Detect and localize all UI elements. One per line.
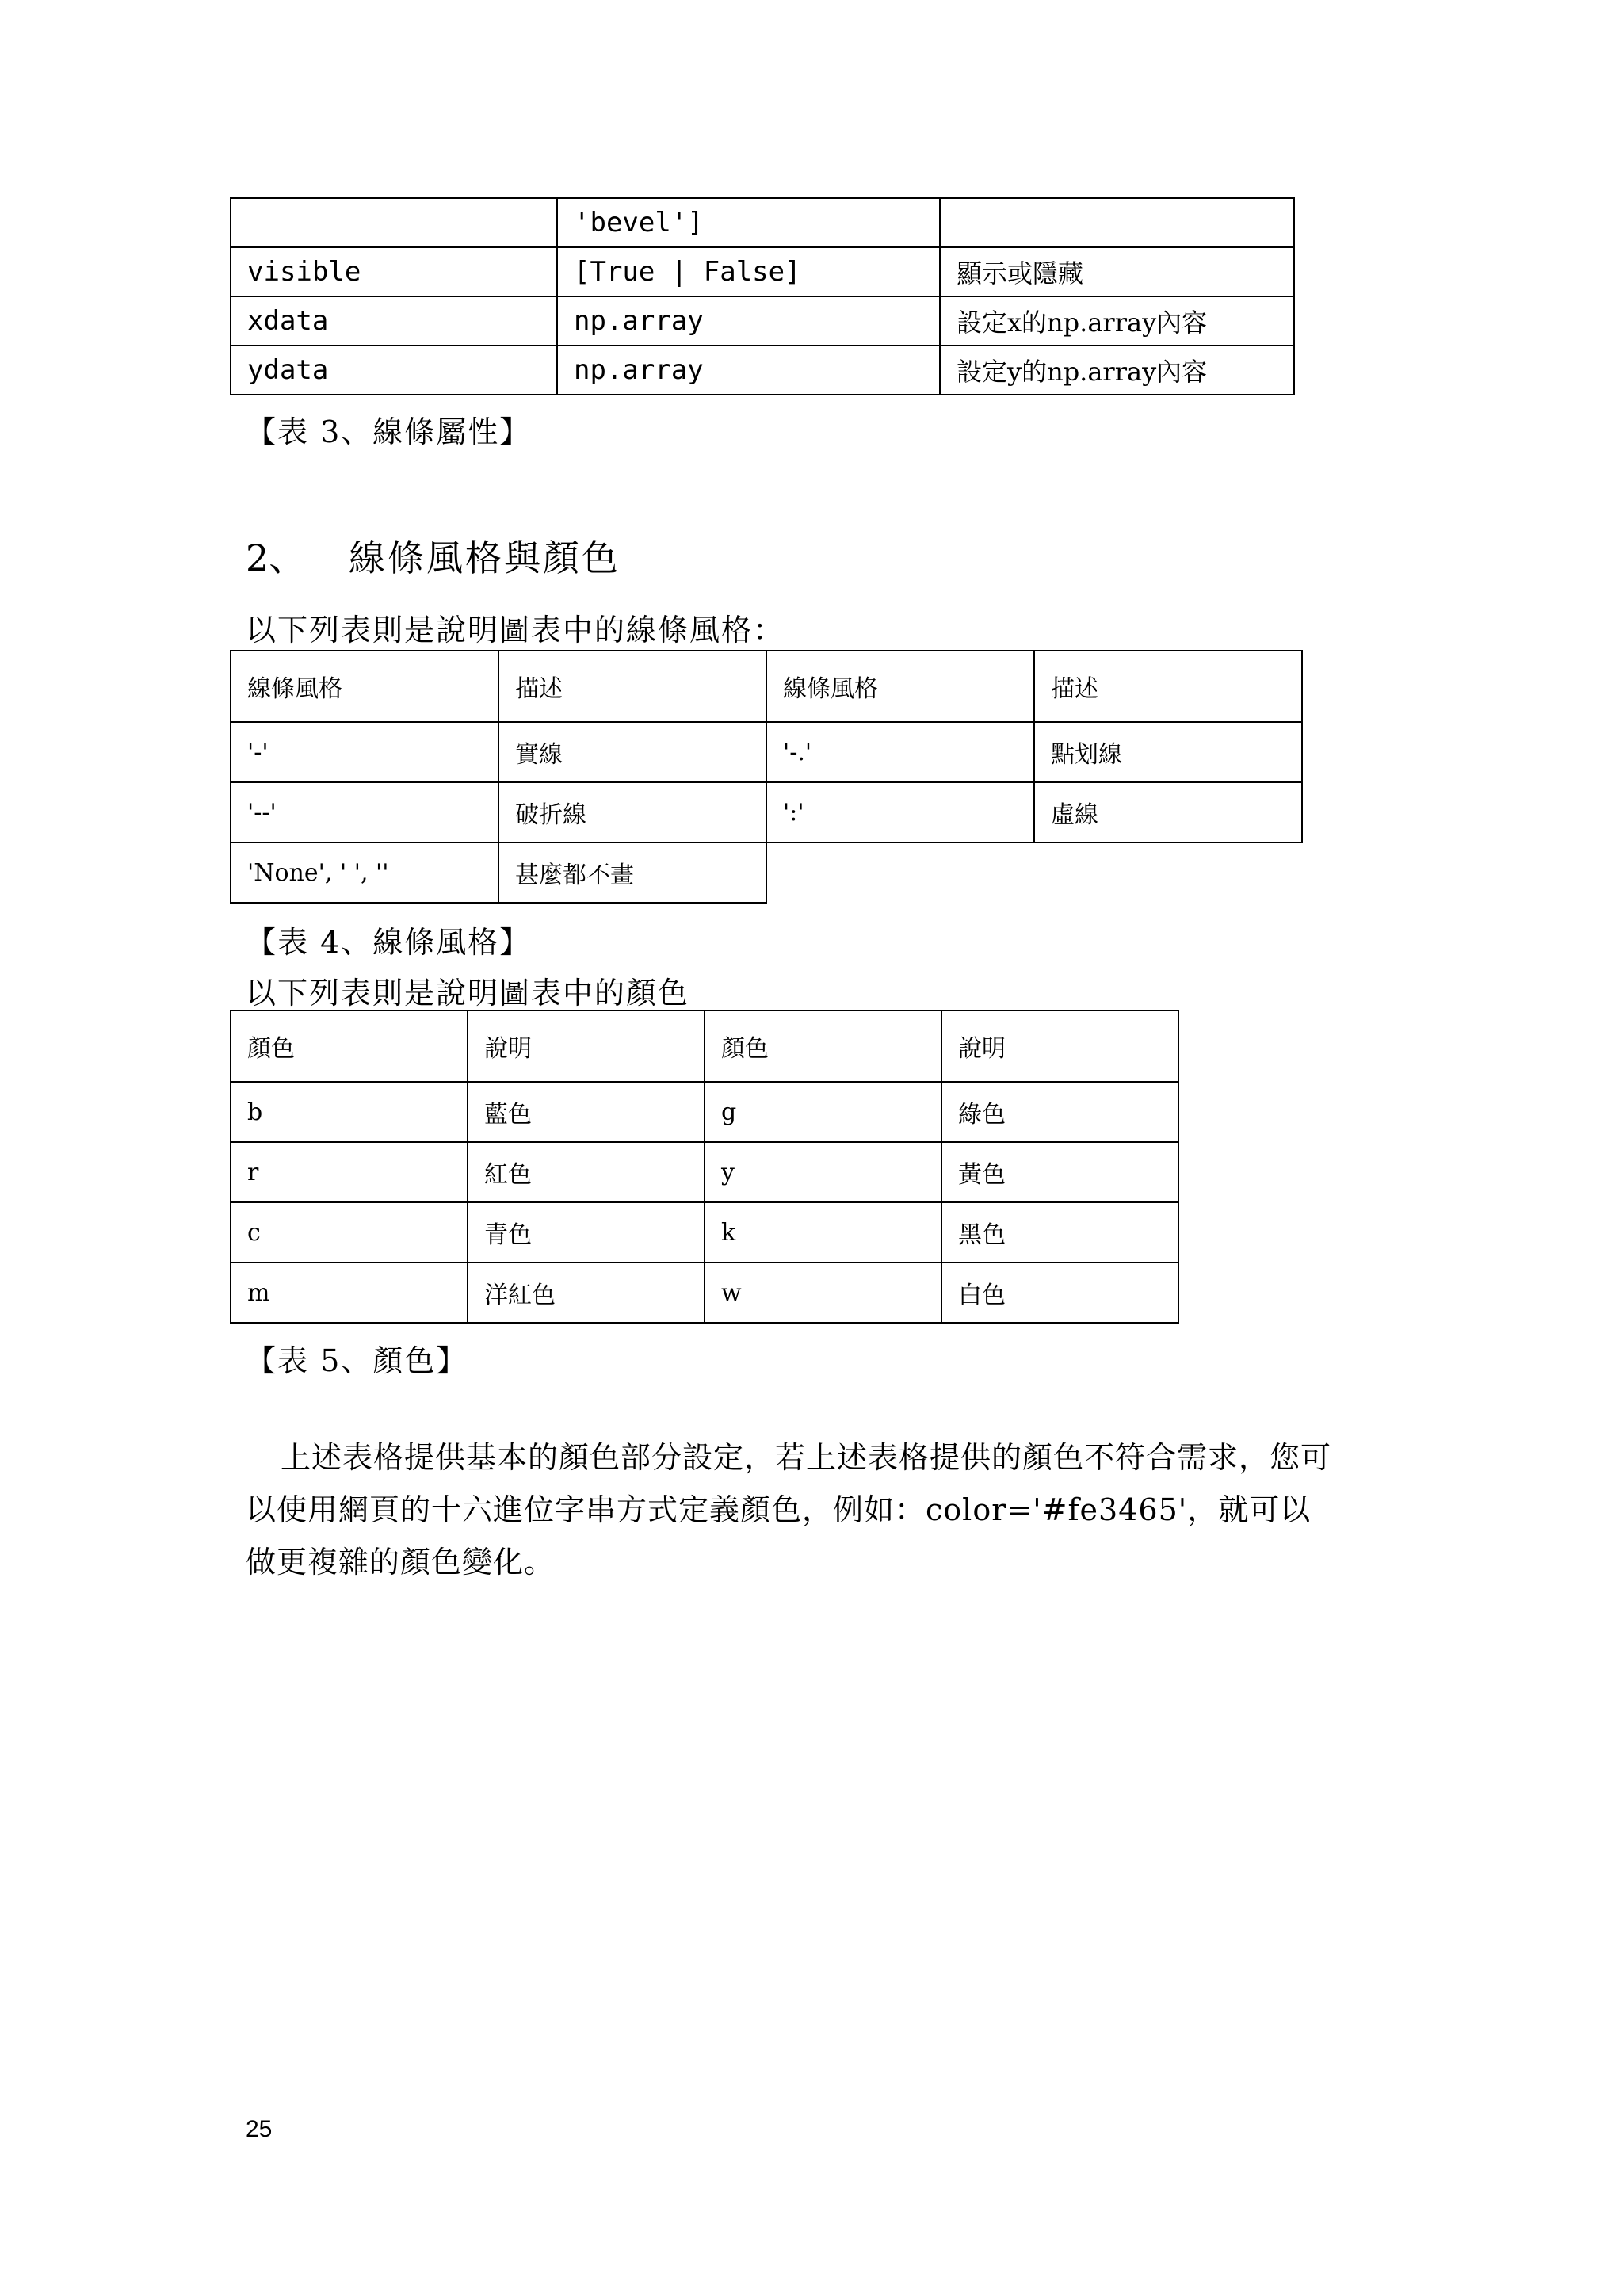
- table-cell: ydata: [231, 346, 557, 395]
- table-header-cell: 顏色: [231, 1010, 468, 1082]
- table-header-row: [231, 651, 1302, 722]
- paragraph-line: 做更複雜的顏色變化。: [246, 1545, 556, 1580]
- table-cell: 黑色: [941, 1202, 1178, 1263]
- table-cell: w: [705, 1263, 941, 1323]
- table-cell: m: [231, 1263, 468, 1323]
- line-styles-intro: 以下列表則是說明圖表中的線條風格：: [246, 613, 785, 648]
- table-row: [231, 198, 1294, 247]
- table-cell: 點划線: [1034, 722, 1302, 782]
- section-title: 線條風格與顏色: [349, 537, 621, 579]
- table-cell: 實線: [498, 722, 766, 782]
- table4-caption: 【表 4、線條風格】: [246, 925, 532, 960]
- table-cell: 黃色: [941, 1142, 1178, 1202]
- table-empty-cell: [766, 842, 1034, 903]
- table-header-row: [231, 1010, 1178, 1082]
- table3-caption: 【表 3、線條屬性】: [246, 415, 532, 449]
- table-cell: np.array: [557, 296, 940, 346]
- line-styles-table: [230, 650, 1303, 904]
- section-number: 2、: [246, 537, 306, 579]
- page-number: 25: [246, 2116, 273, 2142]
- table-header-cell: 說明: [468, 1010, 705, 1082]
- table-cell: [940, 198, 1294, 247]
- table-row: [231, 782, 1302, 842]
- table-header-cell: 線條風格: [766, 651, 1034, 722]
- table-row: [231, 296, 1294, 346]
- table-header-cell: 說明: [941, 1010, 1178, 1082]
- table-row: [231, 842, 1302, 903]
- line-properties-table: [230, 197, 1295, 395]
- table-cell: 設定y的np.array內容: [940, 346, 1294, 395]
- paragraph-line: 以使用網頁的十六進位字串方式定義顏色，例如：color='#fe3465'，就可以: [246, 1492, 1312, 1527]
- table-cell: k: [705, 1202, 941, 1263]
- table-cell: 顯示或隱藏: [940, 247, 1294, 296]
- table-header-cell: 描述: [1034, 651, 1302, 722]
- table-cell: 甚麼都不畫: [498, 842, 766, 903]
- body-paragraph: [246, 1431, 1411, 1588]
- table-cell: b: [231, 1082, 468, 1142]
- table-cell: 洋紅色: [468, 1263, 705, 1323]
- table-header-cell: 描述: [498, 651, 766, 722]
- table-cell: visible: [231, 247, 557, 296]
- table-cell: 紅色: [468, 1142, 705, 1202]
- table-cell: 虛線: [1034, 782, 1302, 842]
- table-cell: c: [231, 1202, 468, 1263]
- table-cell: 'bevel']: [557, 198, 940, 247]
- table-row: [231, 247, 1294, 296]
- table-cell: 破折線: [498, 782, 766, 842]
- table-cell: 'None', ' ', '': [231, 842, 498, 903]
- table-header-cell: 顏色: [705, 1010, 941, 1082]
- table-row: [231, 1202, 1178, 1263]
- table-cell: [True | False]: [557, 247, 940, 296]
- colors-table: [230, 1010, 1179, 1324]
- table-row: [231, 1263, 1178, 1323]
- table-cell: xdata: [231, 296, 557, 346]
- table-row: [231, 1142, 1178, 1202]
- table-cell: [231, 198, 557, 247]
- table-cell: 設定x的np.array內容: [940, 296, 1294, 346]
- table-row: [231, 1082, 1178, 1142]
- table-row: [231, 722, 1302, 782]
- table-cell: ':': [766, 782, 1034, 842]
- table-cell: 藍色: [468, 1082, 705, 1142]
- table-empty-cell: [1034, 842, 1302, 903]
- table-cell: '-': [231, 722, 498, 782]
- table-cell: '--': [231, 782, 498, 842]
- table-cell: 青色: [468, 1202, 705, 1263]
- table-cell: '-.': [766, 722, 1034, 782]
- table-cell: g: [705, 1082, 941, 1142]
- table-cell: 綠色: [941, 1082, 1178, 1142]
- table-cell: 白色: [941, 1263, 1178, 1323]
- colors-intro: 以下列表則是說明圖表中的顏色: [246, 976, 690, 1010]
- table5-caption: 【表 5、顏色】: [246, 1343, 468, 1378]
- table-row: [231, 346, 1294, 395]
- table-cell: y: [705, 1142, 941, 1202]
- table-cell: r: [231, 1142, 468, 1202]
- table-header-cell: 線條風格: [231, 651, 498, 722]
- table-cell: np.array: [557, 346, 940, 395]
- paragraph-line: 上述表格提供基本的顏色部分設定，若上述表格提供的顏色不符合需求，您可: [281, 1440, 1332, 1475]
